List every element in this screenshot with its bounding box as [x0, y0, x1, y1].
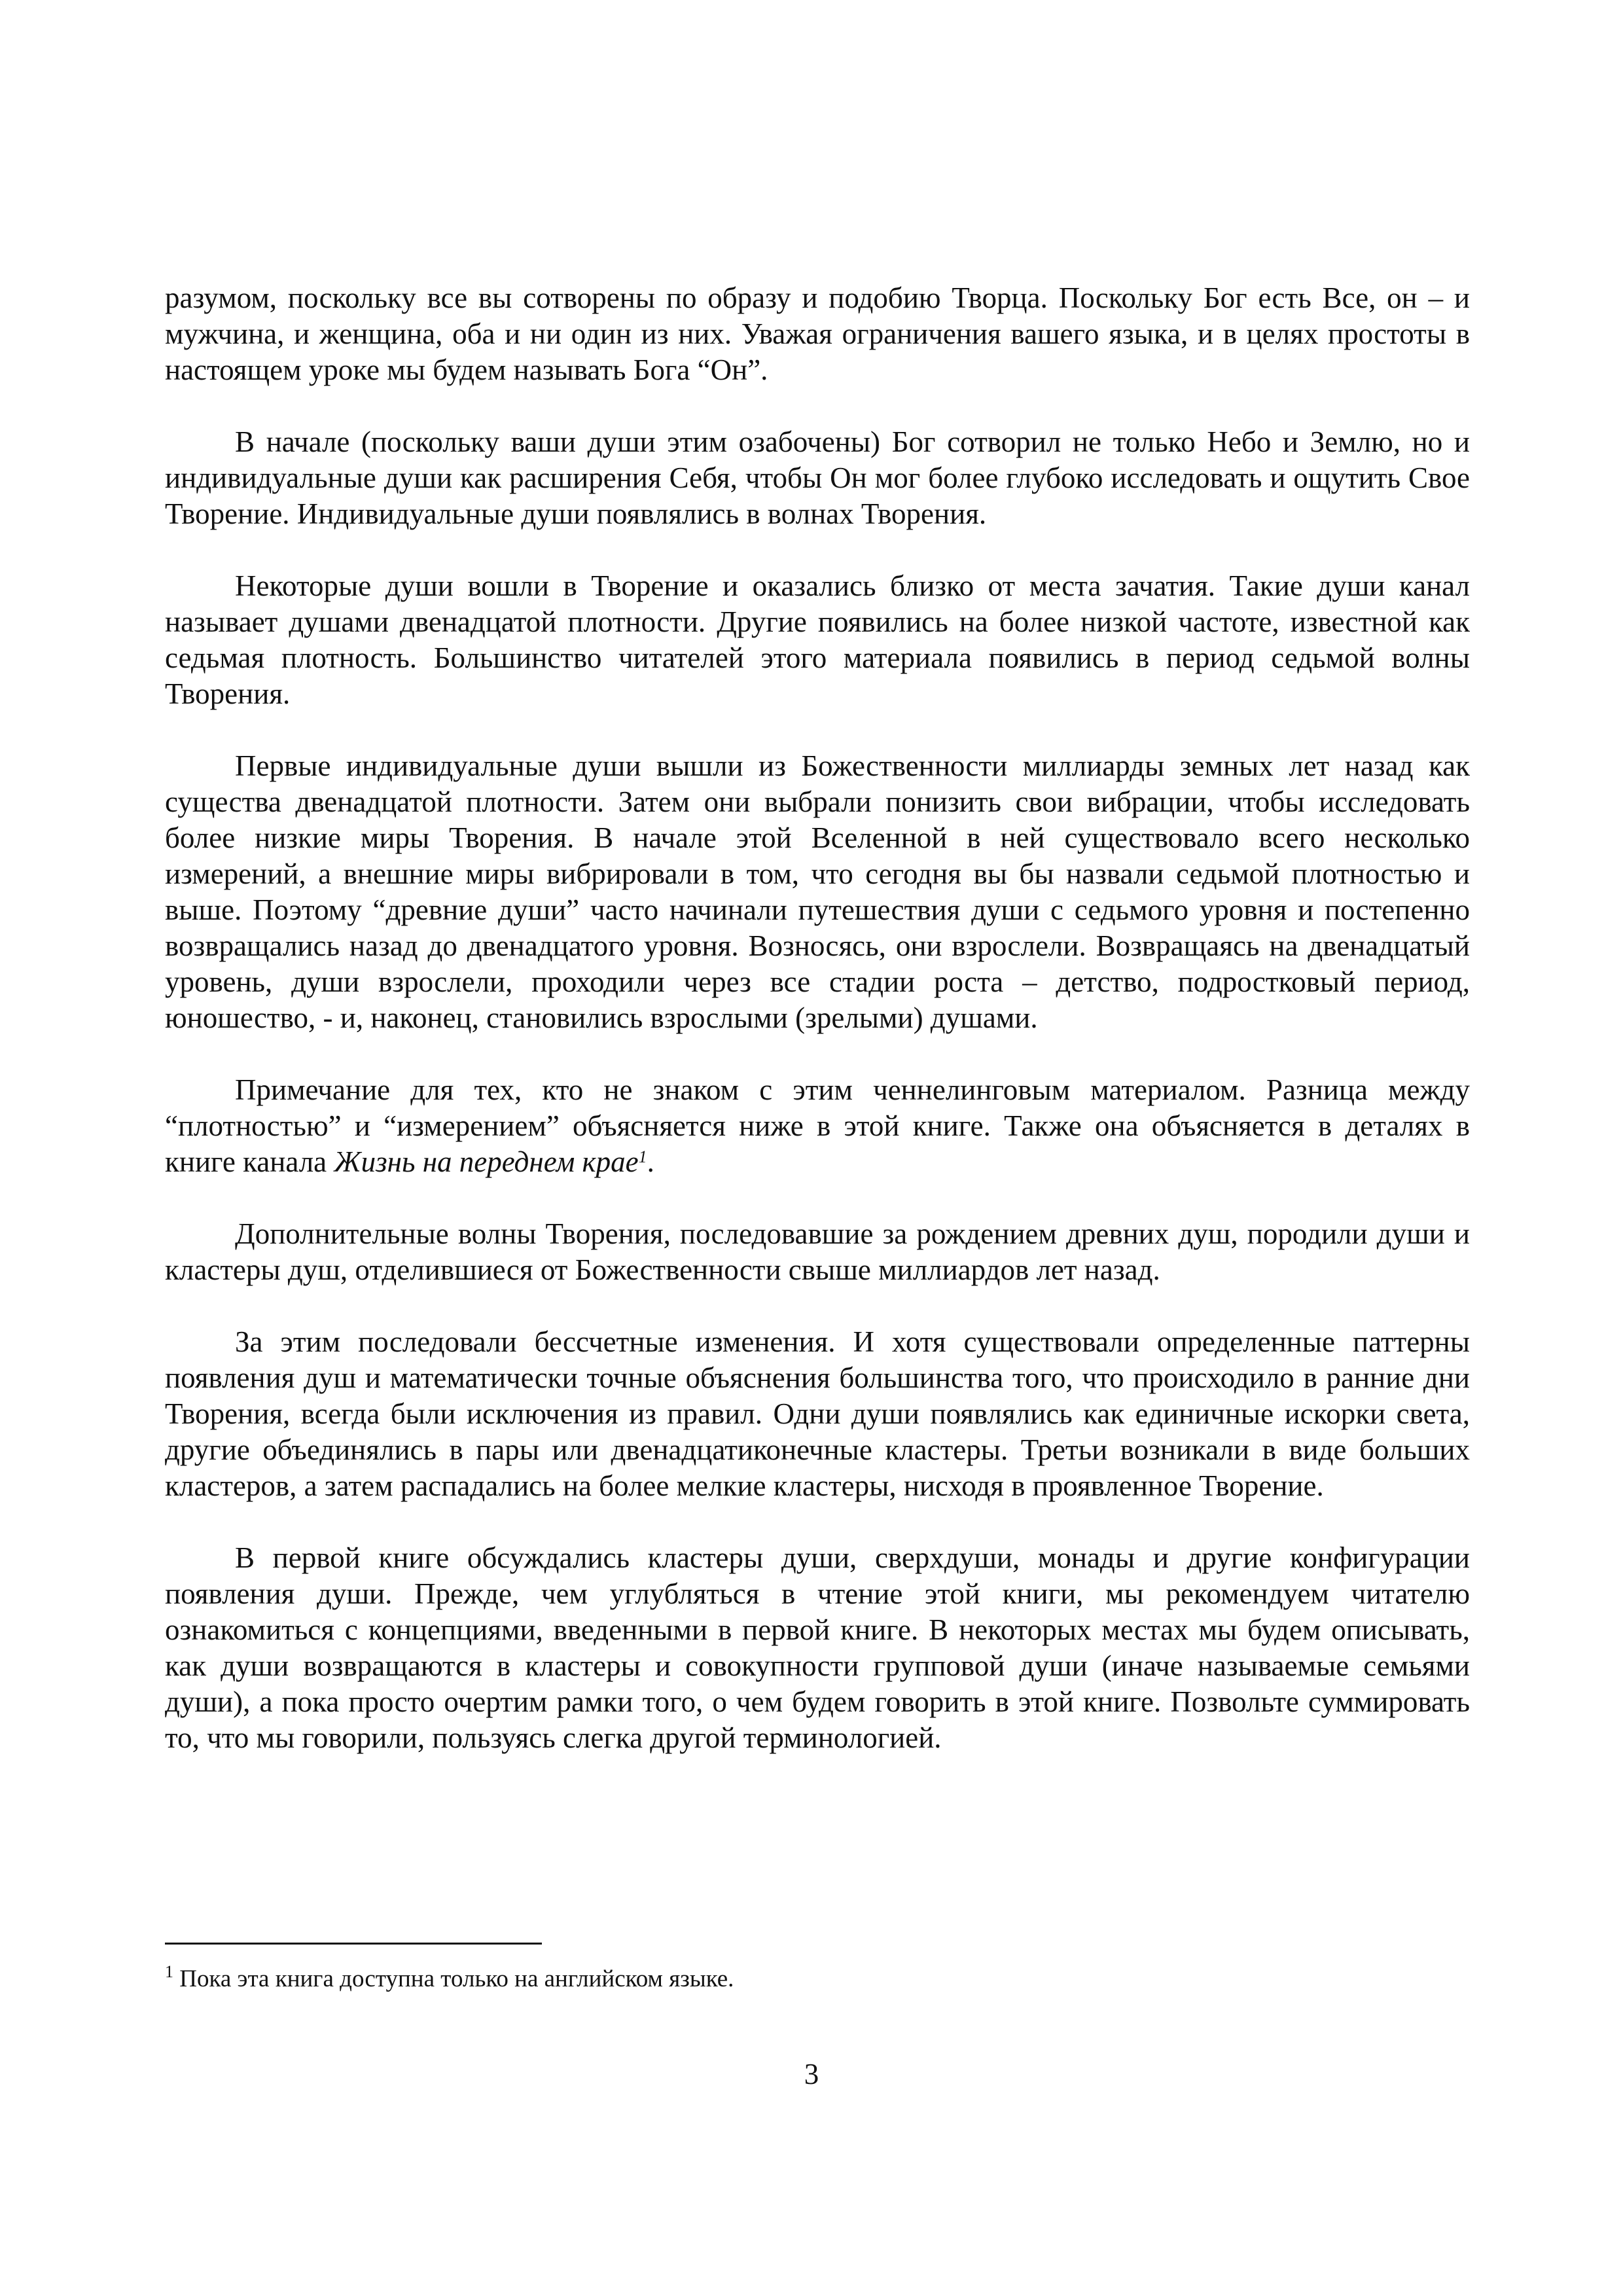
note-text-before: Примечание для тех, кто не знаком с этим ченнелинговым материалом. Разница между “плотностью” и “измерением” объясняется ниже в этой книге. Также она объясняется в деталях в книге канала [165, 1073, 1470, 1178]
book-title: Жизнь на переднем крае [334, 1145, 639, 1178]
footnote-reference[interactable] [639, 1147, 647, 1166]
paragraph-note [165, 1072, 1470, 1180]
footnote-separator [165, 1943, 542, 1945]
footnote-marker: 1 [165, 1962, 173, 1981]
paragraph-6: Дополнительные волны Творения, последовавшие за рождением древних душ, породили души и кластеры душ, отделившиеся от Божественности свыше миллиардов лет назад. [165, 1217, 1470, 1286]
footnote-reference-marker: 1 [638, 1147, 647, 1166]
paragraph-4: Первые индивидуальные души вышли из Божественности миллиарды земных лет назад как существа двенадцатой плотности. Затем они выбрали понизить свои вибрации, чтобы исследовать более низкие миры Творения. В начале этой Вселенной в ней существовало всего несколько измерений, а внешние миры вибрировали в том, что сегодня вы бы назвали седьмой плотностью и выше. Поэтому “древние души” часто начинали путешествия души с седьмого уровня и постепенно возвращались назад до двенадцатого уровня. Возносясь, они взрослели. Возвращаясь на двенадцатый уровень, души взрослели, проходили через все стадии роста – детство, подростковый период, юношество, - и, наконец, становились взрослыми (зрелыми) душами. [165, 749, 1470, 1034]
footnote [165, 1962, 1470, 1994]
footnote-text: Пока эта книга доступна только на английском языке. [173, 1965, 734, 1992]
paragraph-8: В первой книге обсуждались кластеры души, сверхдуши, монады и другие конфигурации появления души. Прежде, чем углубляться в чтение этой книги, мы рекомендуем читателю ознакомиться с концепциями, введенными в первой книге. В некоторых местах мы будем описывать, как души возвращаются в кластеры и совокупности групповой души (иначе называемые семьями души), а пока просто очертим рамки того, о чем будем говорить в этой книге. Позвольте суммировать то, что мы говорили, пользуясь слегка другой терминологией. [165, 1541, 1470, 1754]
paragraph-1: разумом, поскольку все вы сотворены по образу и подобию Творца. Поскольку Бог есть Все, он – и мужчина, и женщина, оба и ни один из них. Уважая ограничения вашего языка, и в целях простоты в настоящем уроке мы будем называть Бога “Он”. [165, 281, 1470, 386]
paragraph-7: За этим последовали бессчетные изменения. И хотя существовали определенные паттерны появления душ и математически точные объяснения большинства того, что происходило в ранние дни Творения, всегда были исключения из правил. Одни души появлялись как единичные искорки света, другие объединялись в пары или двенадцатиконечные кластеры. Третьи возникали в виде больших кластеров, а затем распадались на более мелкие кластеры, нисходя в проявленное Творение. [165, 1325, 1470, 1502]
paragraph-2: В начале (поскольку ваши души этим озабочены) Бог сотворил не только Небо и Землю, но и индивидуальные души как расширения Себя, чтобы Он мог более глубоко исследовать и ощутить Свое Творение. Индивидуальные души появлялись в волнах Творения. [165, 425, 1470, 530]
paragraph-3: Некоторые души вошли в Творение и оказались близко от места зачатия. Такие души канал называет душами двенадцатой плотности. Другие появились на более низкой частоте, известной как седьмая плотность. Большинство читателей этого материала появились в период седьмой волны Творения. [165, 569, 1470, 710]
page-number: 3 [804, 2058, 819, 2090]
note-text-after: . [647, 1145, 654, 1178]
body-text [165, 280, 1470, 1756]
